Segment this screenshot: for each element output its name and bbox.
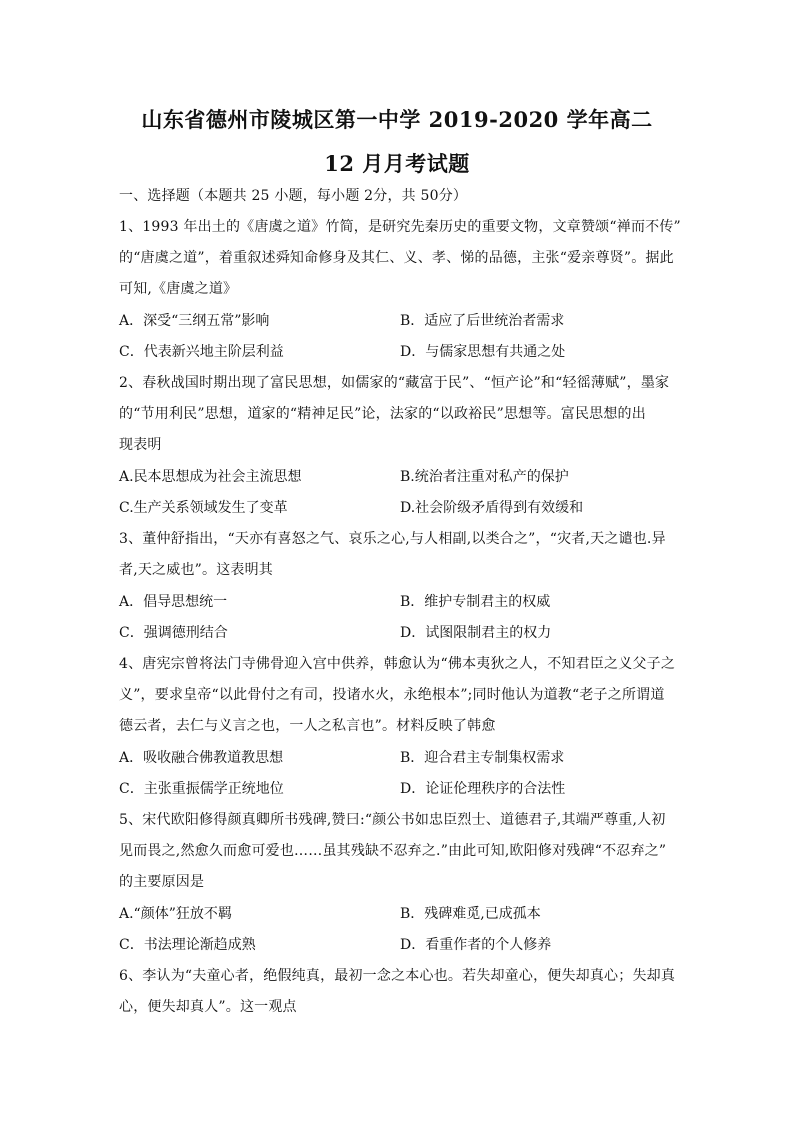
q6-line1: 6、李认为“夫童心者，绝假纯真，最初一念之本心也。若失却童心，便失却真心；失却真 [119,968,676,984]
q3-line2: 者,天之威也”。这表明其 [119,562,274,578]
q4-option-a: A．吸收融合佛教道教思想 [119,750,284,766]
q5-line3: 的主要原因是 [119,874,205,890]
q4-line3: 德云者，去仁与义言之也，一人之私言也”。材料反映了韩愈 [119,718,496,734]
q2-line3: 现表明 [119,437,162,453]
q2-option-b: B.统治者注重对私产的保护 [400,469,569,485]
q3-option-b: B．维护专制君主的权威 [400,594,551,610]
q2-option-a: A.民本思想成为社会主流思想 [119,469,302,485]
q1-option-b: B．适应了后世统治者需求 [400,313,565,329]
q5-option-d: D．看重作者的个人修养 [400,937,552,953]
q4-option-c: C．主张重振儒学正统地位 [119,781,284,797]
q3-line1: 3、董仲舒指出，“天亦有喜怒之气、哀乐之心,与人相副,以类合之”，“灾者,天之谴也.异 [119,531,666,547]
q1-line3: 可知,《唐虞之道》 [119,281,238,297]
q3-option-d: D．试图限制君主的权力 [400,625,552,641]
q1-option-a: A．深受“三纲五常”影响 [119,313,270,329]
q1-line1: 1、1993 年出土的《唐虞之道》竹简，是研究先秦历史的重要文物，文章赞颂“禅而不传” [119,219,681,235]
q3-option-a: A．倡导思想统一 [119,594,228,610]
q2-option-d: D.社会阶级矛盾得到有效缓和 [400,500,584,516]
q4-line1: 4、唐宪宗曾将法门寺佛骨迎入宫中供养，韩愈认为“佛本夷狄之人，不知君臣之义父子之 [119,656,676,672]
q4-option-d: D．论证伦理秩序的合法性 [400,781,566,797]
exam-title-line1: 山东省德州市陵城区第一中学 2019-2020 学年高二 [141,107,653,132]
q2-line1: 2、春秋战国时期出现了富民思想，如儒家的“藏富于民”、“恒产论”和“轻徭薄赋”，墨家 [119,375,670,391]
q5-option-a: A.“颜体”狂放不羁 [119,906,232,922]
section-heading: 一、选择题（本题共 25 小题，每小题 2分，共 50分） [119,188,468,204]
q6-line2: 心，便失却真人”。这一观点 [119,999,297,1015]
q2-option-c: C.生产关系领域发生了变革 [119,500,288,516]
q1-line2: 的“唐虞之道”，着重叙述舜知命修身及其仁、义、孝、悌的品德，主张“爱亲尊贤”。据此 [119,250,674,266]
q5-line1: 5、宋代欧阳修得颜真卿所书残碑,赞曰:“颜公书如忠臣烈士、道德君子,其端严尊重,人初 [119,812,666,828]
q4-line2: 义”，要求皇帝“以此骨付之有司，投诸水火，永绝根本”;同时他认为道教“老子之所谓道 [119,687,665,703]
q5-option-c: C．书法理论渐趋成熟 [119,937,256,953]
exam-title-line2: 12 月月考试题 [324,151,470,176]
q2-line2: 的“节用利民”思想，道家的“精神足民”论，法家的“以政裕民”思想等。富民思想的出 [119,406,646,422]
q5-option-b: B．残碑难觅,已成孤本 [400,906,541,922]
q3-option-c: C．强调德刑结合 [119,625,228,641]
q1-option-c: C．代表新兴地主阶层利益 [119,344,284,360]
q1-option-d: D．与儒家思想有共通之处 [400,344,566,360]
q4-option-b: B．迎合君主专制集权需求 [400,750,565,766]
q5-line2: 见而畏之,然愈久而愈可爱也……虽其残缺不忍弃之.”由此可知,欧阳修对残碑“不忍弃之” [119,843,667,859]
